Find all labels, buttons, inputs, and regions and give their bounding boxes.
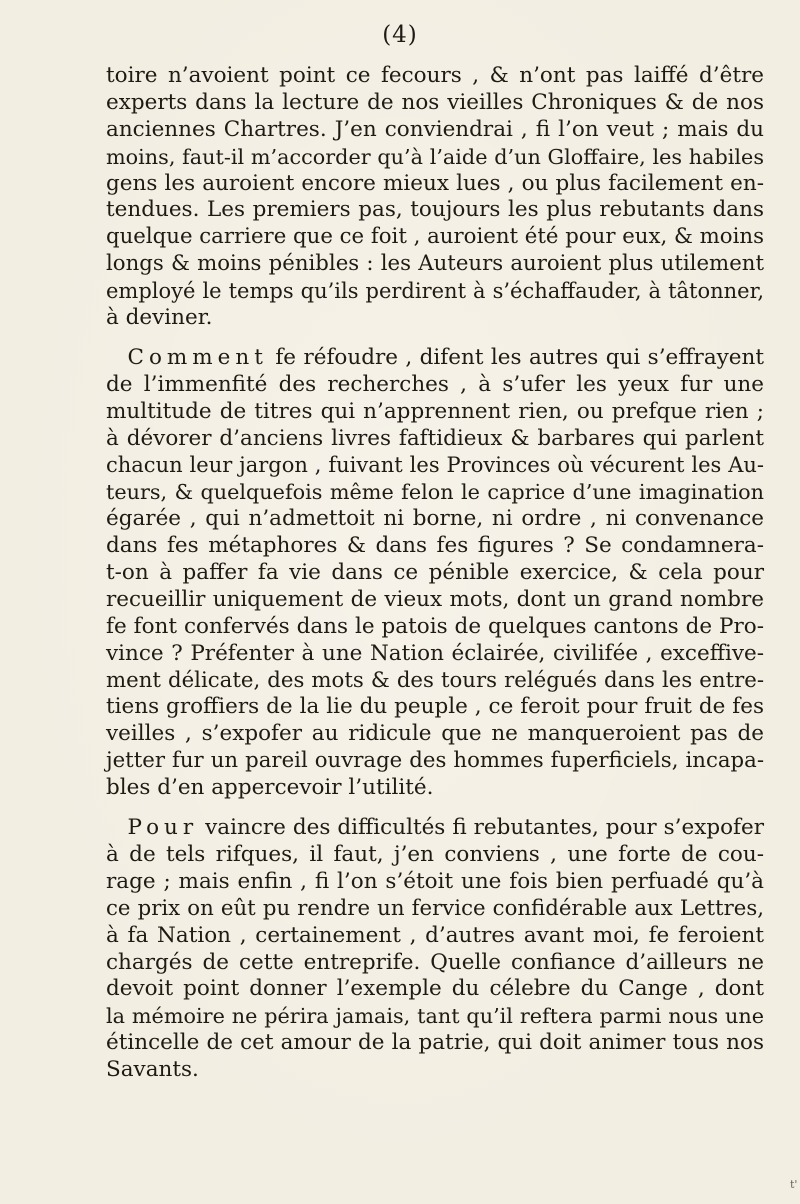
text-line: recueillir uniquement de vieux mots, dont un grand nombre [106,586,764,612]
text-line: moins, faut-il m’accorder qu’à l’aide d’un Gloffaire, les habiles [106,144,764,169]
text-line: égarée , qui n’admettoit ni borne, ni ordre , ni convenance [106,506,764,532]
paragraph-3 [106,815,764,1084]
text-line: employé le temps qu’ils perdirent à s’échaffauder, à tâtonner, [106,279,764,304]
text-line: bles d’en appercevoir l’utilité. [106,775,434,801]
text-line: à de tels rifques, il faut, j’en conviens , une forte de cou- [106,841,764,867]
text-line: rage ; mais enfin , fi l’on s’étoit une fois bien perfuadé qu’à [106,868,764,894]
body-text [106,63,764,1084]
text-line: à dévorer d’anciens livres faftidieux & barbares qui parlent [106,425,764,451]
text-line: devoit point donner l’exemple du célebre du Cange , dont [106,976,764,1002]
text-line: à fa Nation , certainement , d’autres avant moi, fe feroient [106,922,764,948]
text-line: Savants. [106,1057,199,1083]
text-line: multitude de titres qui n’apprennent rien, ou prefque rien ; [106,398,764,424]
text-line: anciennes Chartres. J’en conviendrai , fi l’on veut ; mais du [106,116,764,142]
text-line: chargés de cette entreprife. Quelle confiance d’ailleurs ne [106,949,764,975]
first-line-rest: vaincre des difficultés fi rebutantes, pour s’expofer [198,815,764,841]
text-line: à deviner. [106,305,213,331]
text-line: fe font confervés dans le patois de quelques cantons de Pro- [106,613,764,639]
text-line: longs & moins pénibles : les Auteurs auroient plus utilement [106,251,764,277]
paragraph-gap [106,332,764,345]
text-line: chacun leur jargon , fuivant les Provinces où vécurent les Au- [106,453,764,478]
paragraph-gap [106,802,764,815]
text-line: veilles , s’expofer au ridicule que ne manqueroient pas de [106,721,764,747]
text-line: gens les auroient encore mieux lues , ou plus facilement en- [106,170,764,196]
text-line: quelque carriere que ce foit , auroient été pour eux, & moins [106,224,764,250]
text-line: t-on à paffer fa vie dans ce pénible exercice, & cela pour [106,560,764,586]
text-line: ment délicate, des mots & des tours relégués dans les entre- [106,667,764,693]
first-line-rest: fe réfoudre , difent les autres qui s’effrayent [267,344,764,370]
text-line: toire n’avoient point ce fecours , & n’ont pas laiffé d’être [106,63,764,88]
text-line: étincelle de cet amour de la patrie, qui doit animer tous nos [106,1030,764,1056]
text-line: experts dans la lecture de nos vieilles Chroniques & de nos [106,89,764,115]
text-line: dans fes métaphores & dans fes figures ? Se condamnera- [106,533,764,559]
text-line: de l’immenfité des recherches , à s’ufer les yeux fur une [106,371,764,397]
text-line: tiens groffiers de la lie du peuple , ce feroit pour fruit de fes [106,694,764,720]
text-line: tendues. Les premiers pas, toujours les plus rebutants dans [106,197,764,223]
page-number: (4) [382,22,418,48]
text-line: la mémoire ne périra jamais, tant qu’il reftera parmi nous une [106,1004,764,1029]
text-line: ce prix on eût pu rendre un fervice confidérable aux Lettres, [106,895,764,921]
paragraph-1 [106,63,764,332]
lead-word: Pour [127,815,199,841]
paragraph-2 [106,345,764,802]
printer-mark: t' [790,1178,798,1191]
text-line: teurs, & quelquefois même felon le caprice d’une imagination [106,480,764,505]
text-line-first [106,815,764,842]
text-line: vince ? Préfenter à une Nation éclairée, civilifée , exceffive- [106,640,764,666]
text-line: jetter fur un pareil ouvrage des hommes fuperficiels, incapa- [106,748,764,774]
lead-word: Comment [127,344,268,370]
text-line-first [106,345,764,372]
